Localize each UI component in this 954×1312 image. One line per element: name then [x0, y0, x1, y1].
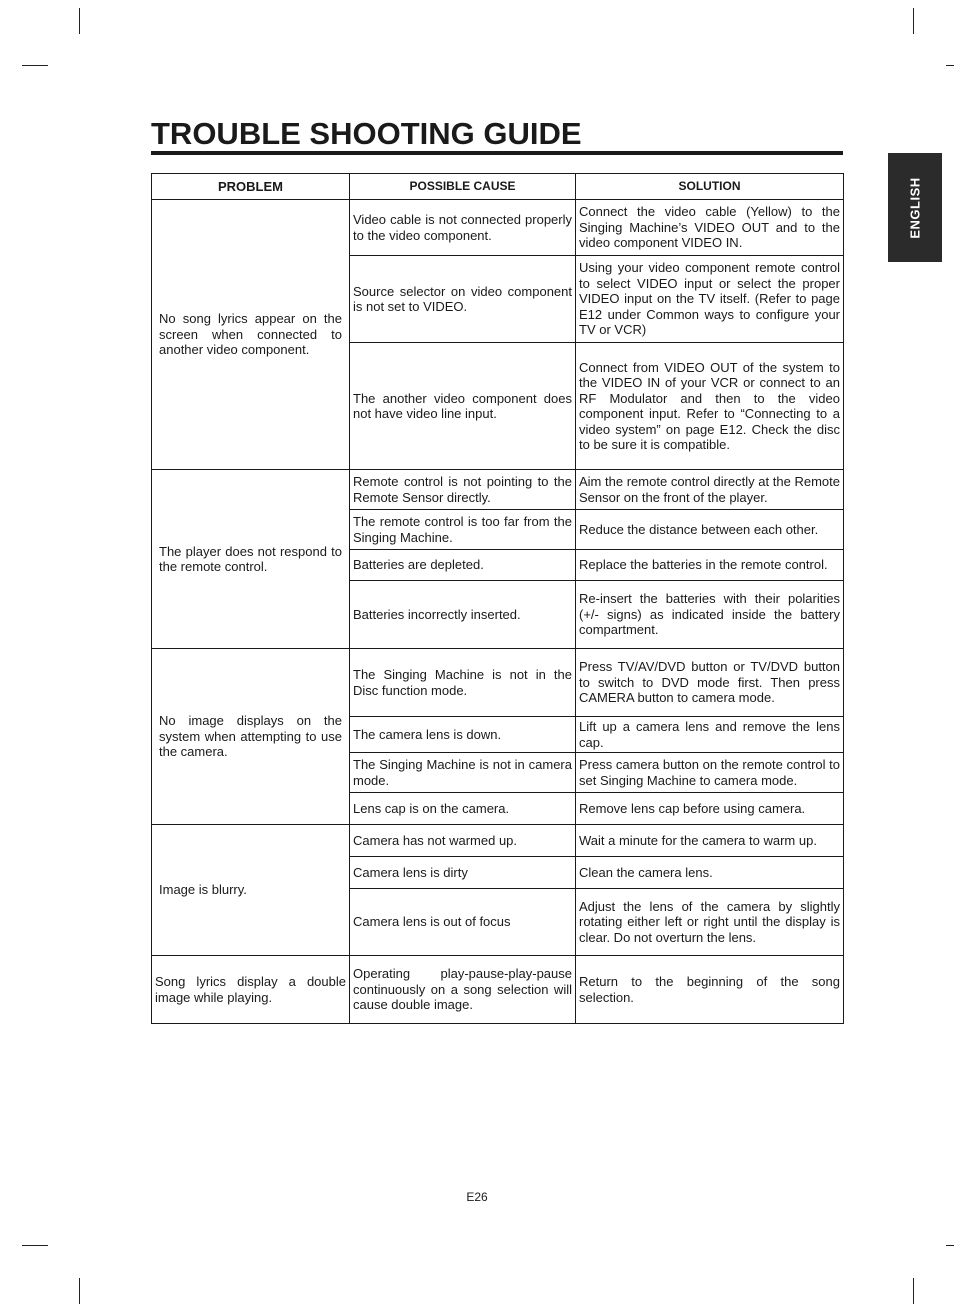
cause-cell: Camera lens is out of focus — [350, 889, 576, 956]
solution-cell: Adjust the lens of the camera by slightly rotating either left or right until the display is clear. Do not overturn the lens. — [576, 889, 844, 956]
cause-cell: The remote control is too far from the Singing Machine. — [350, 510, 576, 550]
solution-cell: Return to the beginning of the song selection. — [576, 956, 844, 1024]
table-header-row — [152, 174, 844, 200]
solution-cell: Wait a minute for the camera to warm up. — [576, 825, 844, 857]
crop-mark — [913, 1278, 914, 1304]
solution-cell: Aim the remote control directly at the Remote Sensor on the front of the player. — [576, 470, 844, 510]
cause-cell: Lens cap is on the camera. — [350, 793, 576, 825]
crop-mark — [946, 1245, 954, 1246]
cause-cell: The another video component does not have video line input. — [350, 343, 576, 470]
table-row — [152, 649, 844, 717]
header-problem: PROBLEM — [152, 174, 350, 200]
header-possible-cause: POSSIBLE CAUSE — [350, 174, 576, 200]
cause-cell: Camera lens is dirty — [350, 857, 576, 889]
title-underline — [151, 151, 843, 155]
cause-cell: The Singing Machine is not in camera mode. — [350, 753, 576, 793]
solution-cell: Replace the batteries in the remote control. — [576, 550, 844, 581]
solution-cell: Connect from VIDEO OUT of the system to the VIDEO IN of your VCR or connect to an RF Modulator and then to the video component input. Refer to “Connecting to a video system” on page E12. Check the disc to be sure it is compatible. — [576, 343, 844, 470]
solution-cell: Re-insert the batteries with their polarities (+/- signs) as indicated inside the battery compartment. — [576, 581, 844, 649]
cause-cell: The Singing Machine is not in the Disc function mode. — [350, 649, 576, 717]
problem-cell: Song lyrics display a double image while playing. — [152, 956, 350, 1024]
troubleshooting-table — [151, 173, 844, 1024]
crop-mark — [946, 65, 954, 66]
problem-cell: No song lyrics appear on the screen when connected to another video component. — [152, 200, 350, 470]
page-title: TROUBLE SHOOTING GUIDE — [151, 116, 582, 151]
solution-cell: Using your video component remote control to select VIDEO input or select the proper VIDEO input on the TV itself. (Refer to page E12 under Common ways to configure your TV or VCR) — [576, 256, 844, 343]
cause-cell: Source selector on video component is not set to VIDEO. — [350, 256, 576, 343]
header-solution: SOLUTION — [576, 174, 844, 200]
solution-cell: Clean the camera lens. — [576, 857, 844, 889]
solution-cell: Lift up a camera lens and remove the lens cap. — [576, 717, 844, 753]
problem-cell: No image displays on the system when attempting to use the camera. — [152, 649, 350, 825]
solution-cell: Remove lens cap before using camera. — [576, 793, 844, 825]
table-row — [152, 956, 844, 1024]
solution-cell: Press camera button on the remote control to set Singing Machine to camera mode. — [576, 753, 844, 793]
cause-cell: Batteries incorrectly inserted. — [350, 581, 576, 649]
table-row — [152, 825, 844, 857]
cause-cell: Camera has not warmed up. — [350, 825, 576, 857]
cause-cell: Operating play-pause-play-pause continuously on a song selection will cause double image. — [350, 956, 576, 1024]
table-row — [152, 470, 844, 510]
problem-cell: The player does not respond to the remote control. — [152, 470, 350, 649]
crop-mark — [22, 1245, 48, 1246]
crop-mark — [22, 65, 48, 66]
cause-cell: Batteries are depleted. — [350, 550, 576, 581]
page-number: E26 — [466, 1190, 488, 1204]
problem-cell: Image is blurry. — [152, 825, 350, 956]
solution-cell: Connect the video cable (Yellow) to the Singing Machine’s VIDEO OUT and to the video component VIDEO IN. — [576, 200, 844, 256]
crop-mark — [913, 8, 914, 34]
crop-mark — [79, 1278, 80, 1304]
crop-mark — [79, 8, 80, 34]
table-row — [152, 200, 844, 256]
solution-cell: Reduce the distance between each other. — [576, 510, 844, 550]
cause-cell: Video cable is not connected properly to the video component. — [350, 200, 576, 256]
solution-cell: Press TV/AV/DVD button or TV/DVD button to switch to DVD mode first. Then press CAMERA button to camera mode. — [576, 649, 844, 717]
cause-cell: Remote control is not pointing to the Remote Sensor directly. — [350, 470, 576, 510]
cause-cell: The camera lens is down. — [350, 717, 576, 753]
language-tab-label: ENGLISH — [907, 176, 923, 239]
language-tab — [888, 153, 942, 262]
